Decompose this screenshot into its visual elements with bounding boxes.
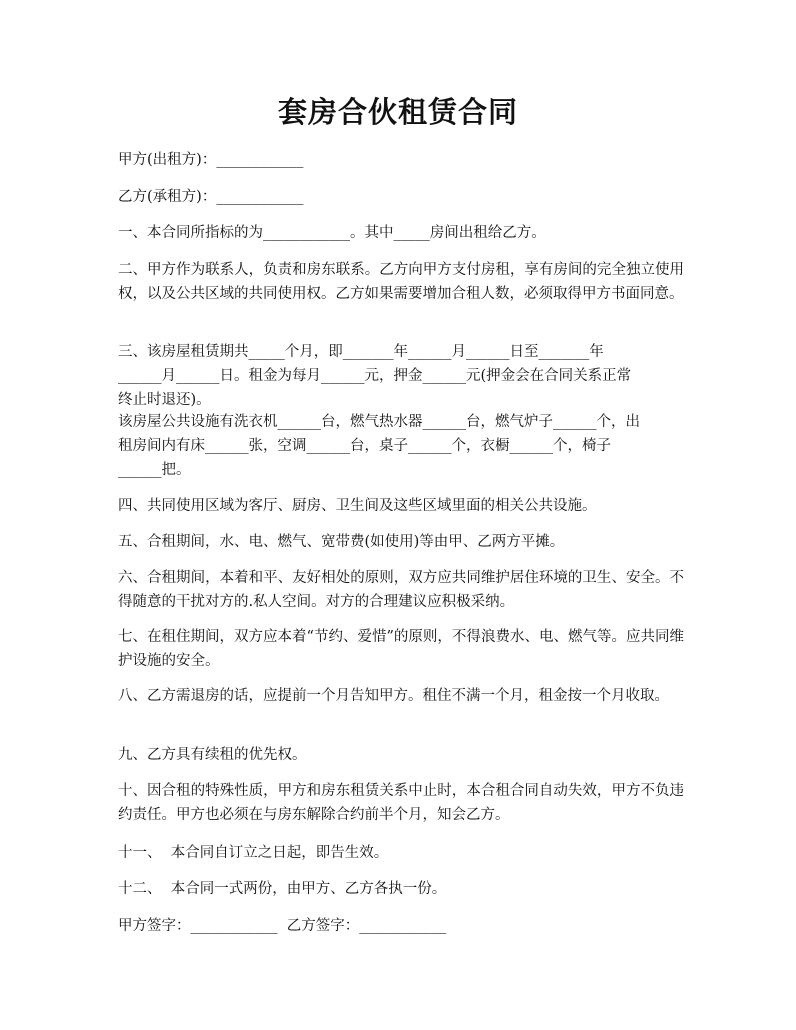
clause-3-line-5: 租房间内有床______张，空调______台，桌子______个，衣橱______个，椅子 [118,438,611,454]
clause-10: 十、因合租的特殊性质，甲方和房东租赁关系中止时，本合租合同自动失效，甲方不负违约责任。甲方也必须在与房东解除合约前半个月，知会乙方。 [118,783,684,823]
clause-6: 六、合租期间，本着和平、友好相处的原则，双方应共同维护居住环境的卫生、安全。不得随意的干扰对方的.私人空间。对方的合理建议应积极采纳。 [118,570,684,610]
clause-9: 九、乙方具有续租的优先权。 [118,747,307,763]
party-b-line: 乙方(承租方)：____________ [118,189,304,205]
clause-3-line-3: 终止时退还)。 [118,392,211,408]
clause-5: 五、合租期间，水、电、燃气、宽带费(如使用)等由甲、乙两方平摊。 [118,534,565,550]
document-title: 套房合伙租赁合同 [277,95,518,129]
clause-3-line-6: ______把。 [118,462,191,478]
clause-11: 十一、 本合同自订立之日起，即告生效。 [118,845,389,861]
party-a-line: 甲方(出租方)：____________ [118,152,304,168]
clause-3-line-4: 该房屋公共设施有洗衣机______台，燃气热水器______台，燃气炉子______个，出 [118,414,640,430]
clause-1: 一、本合同所指标的为____________。其中_____房间出租给乙方。 [118,225,546,241]
clause-7: 七、在租住期间，双方应本着“节约、爱惜”的原则，不得浪费水、电、燃气等。应共同维护设施的安全。 [118,629,684,669]
signature-line: 甲方签字：____________ 乙方签字：____________ [118,918,447,934]
clause-3-line-1: 三、该房屋租赁期共_____个月，即_______年______月______日至_______年 [118,344,604,360]
clause-2: 二、甲方作为联系人，负责和房东联系。乙方向甲方支付房租，享有房间的完全独立使用权，以及公共区域的共同使用权。乙方如果需要增加合租人数，必须取得甲方书面同意。 [118,262,684,302]
clause-3-line-2: ______月______日。租金为每月______元，押金______元(押金会在合同关系正常 [118,368,632,384]
clause-8: 八、乙方需退房的话，应提前一个月告知甲方。租住不满一个月，租金按一个月收取。 [118,688,669,704]
clause-4: 四、共同使用区域为客厅、厨房、卫生间及这些区域里面的相关公共设施。 [118,498,597,514]
clause-12: 十二、 本合同一式两份，由甲方、乙方各执一份。 [118,881,447,897]
